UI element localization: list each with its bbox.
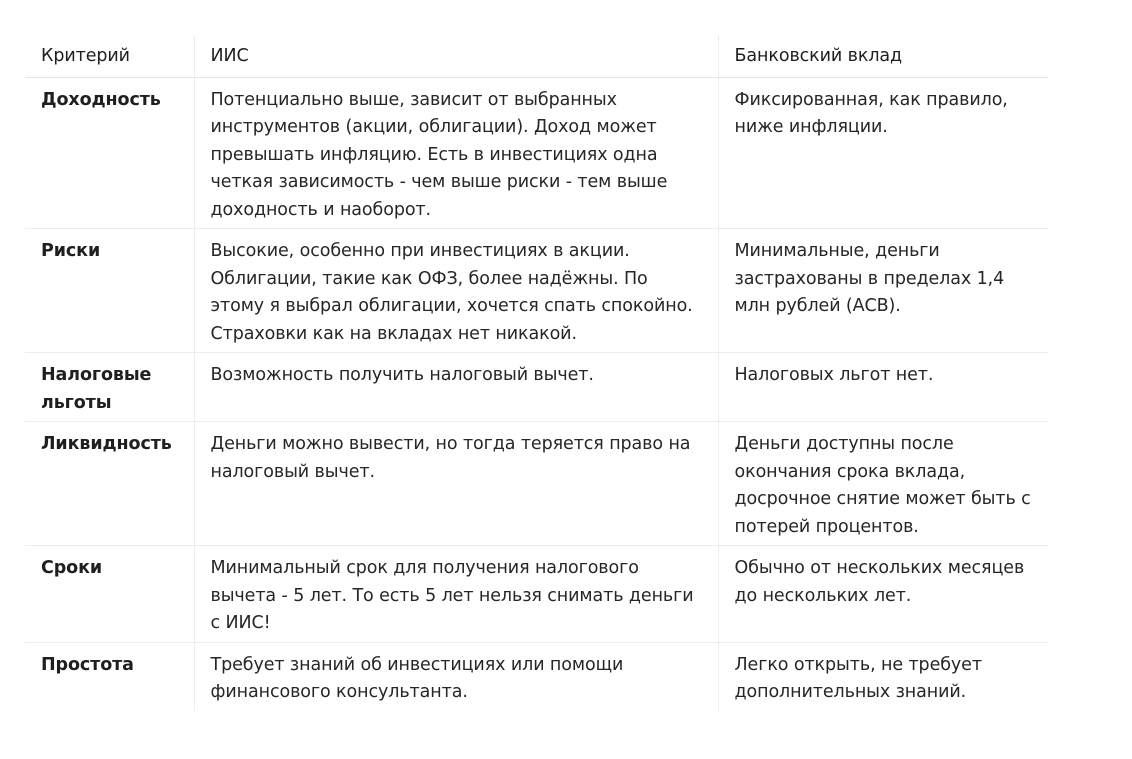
deposit-cell: Легко открыть, не требует дополнительных знаний. (718, 642, 1048, 711)
iis-cell: Минимальный срок для получения налогового вычета - 5 лет. То есть 5 лет нельзя снимать деньги с ИИС! (194, 546, 718, 643)
header-iis: ИИС (194, 36, 718, 77)
criterion-cell: Сроки (25, 546, 194, 643)
criterion-cell: Простота (41, 654, 134, 675)
comparison-table-container (25, 36, 1048, 711)
iis-cell: Возможность получить налоговый вычет. (194, 353, 718, 422)
iis-cell: Требует знаний об инвестициях или помощи финансового консультанта. (194, 642, 718, 711)
iis-cell: Высокие, особенно при инвестициях в акции. Облигации, такие как ОФЗ, более надёжны. По этому я выбрал облигации, хочется спать спокойно. Страховки как на вкладах нет никакой. (194, 229, 718, 353)
table-row (25, 77, 1048, 229)
table-row (25, 642, 1048, 711)
deposit-cell: Минимальные, деньги застрахованы в пределах 1,4 млн рублей (АСВ). (718, 229, 1048, 353)
iis-cell: Деньги можно вывести, но тогда теряется право на налоговый вычет. (194, 422, 718, 546)
iis-cell: Потенциально выше, зависит от выбранных инструментов (акции, облигации). Доход может превышать инфляцию. Есть в инвестициях одна четкая зависимость - чем выше риски - тем выше доходность и наоборот. (194, 77, 718, 229)
deposit-cell: Фиксированная, как правило, ниже инфляции. (718, 77, 1048, 229)
table-row (25, 229, 1048, 353)
criterion-cell: Налоговые льготы (25, 353, 194, 422)
comparison-table (25, 36, 1048, 711)
criterion-cell: Ликвидность (25, 422, 194, 546)
criterion-cell: Риски (25, 229, 194, 353)
criterion-cell: Доходность (25, 77, 194, 229)
header-bank-deposit: Банковский вклад (718, 36, 1048, 77)
deposit-cell: Обычно от нескольких месяцев до нескольких лет. (718, 546, 1048, 643)
header-criterion: Критерий (25, 36, 194, 77)
table-row (25, 422, 1048, 546)
deposit-cell: Налоговых льгот нет. (718, 353, 1048, 422)
table-header-row (25, 36, 1048, 77)
table-row (25, 546, 1048, 643)
table-row (25, 353, 1048, 422)
deposit-cell: Деньги доступны после окончания срока вклада, досрочное снятие может быть с потерей процентов. (718, 422, 1048, 546)
